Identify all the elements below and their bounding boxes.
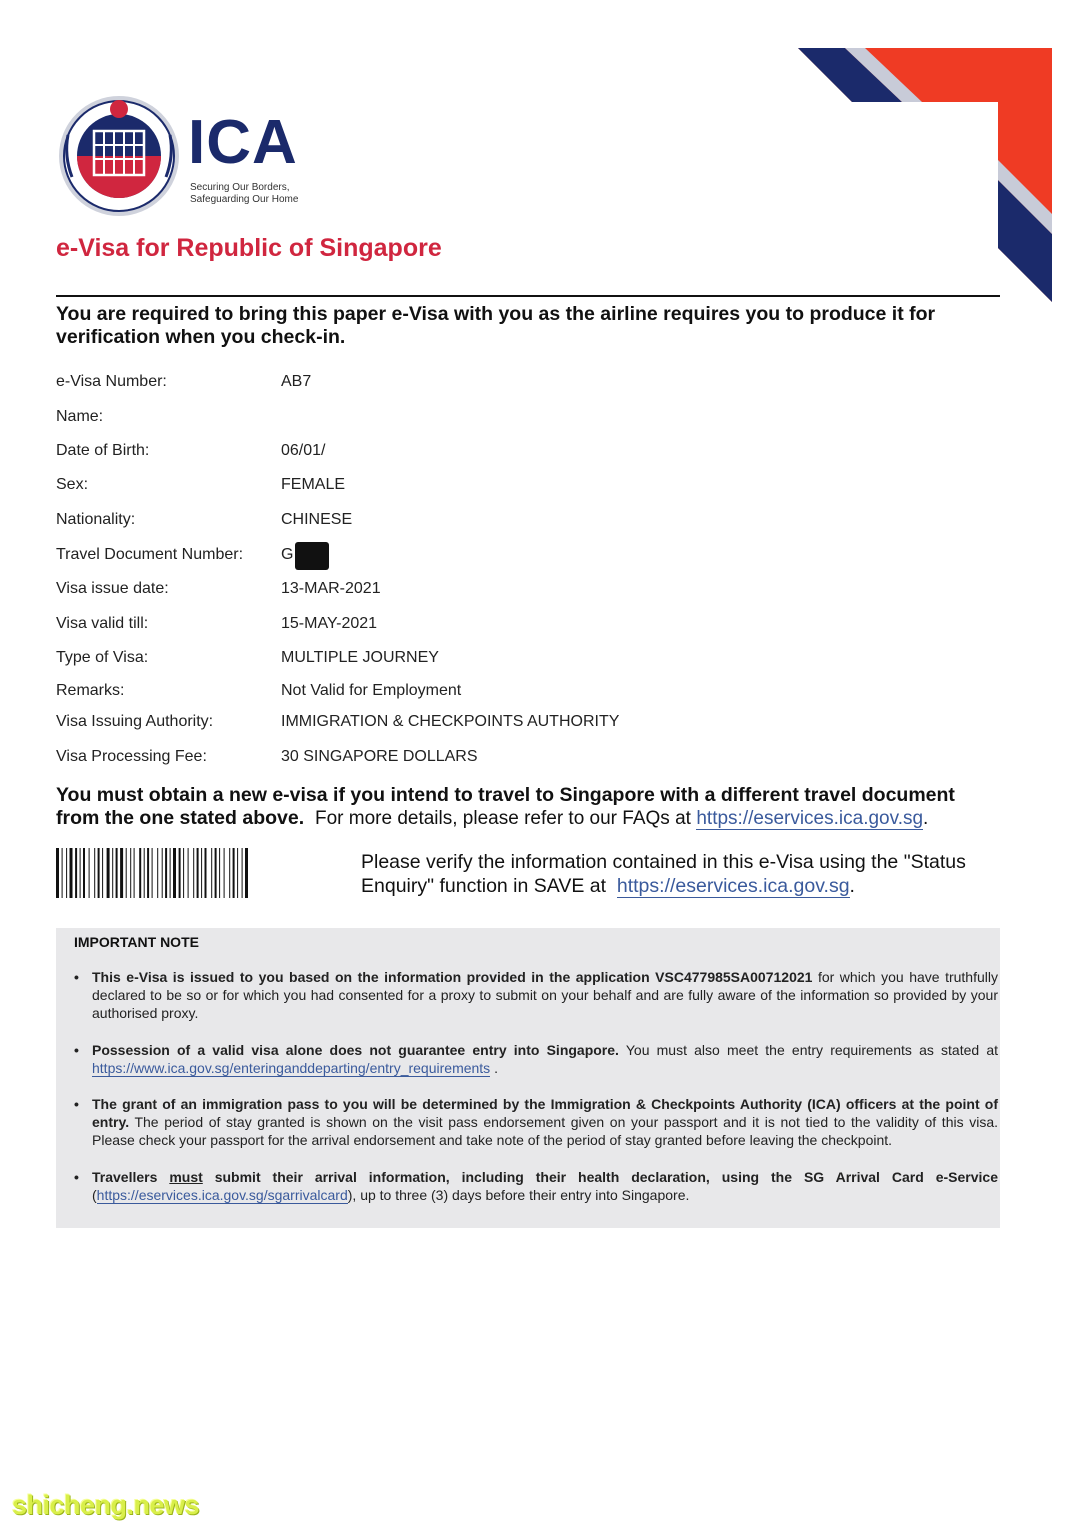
bullet-text: ), up to three (3) days before their entry into Singapore. (347, 1187, 690, 1203)
bullet-bold-text: Travellers (92, 1169, 170, 1185)
bullet-dot: • (74, 1042, 79, 1058)
site-watermark: shicheng.news (12, 1490, 200, 1520)
field-label: Sex: (56, 476, 89, 493)
important-note-title: IMPORTANT NOTE (74, 934, 199, 950)
corner-decoration (790, 40, 1060, 310)
entry-requirements-link[interactable]: https://www.ica.gov.sg/enteringanddeparting/entry_requirements (92, 1060, 491, 1076)
field-label: Type of Visa: (56, 649, 149, 666)
field-value: 15-MAY-2021 (281, 615, 378, 632)
field-label: e-Visa Number: (56, 373, 167, 390)
bullet-bold-text: The grant of an immigration pass to you will be determined by the Immigration & Checkpoints Authority (ICA) officers at the point of entry. (92, 1096, 998, 1130)
logo-wordmark: ICA (188, 108, 298, 177)
logo-tagline (190, 182, 298, 206)
field-value: FEMALE (281, 476, 346, 493)
notice-bold-text: You must obtain a new e-visa if you intend to travel to Singapore with a different travel document from the one stated above. (56, 784, 955, 829)
redaction-mark (295, 542, 329, 570)
tagline-line-1: Securing Our Borders, (190, 182, 290, 193)
bullet-pre: ( (92, 1187, 97, 1203)
divider (56, 295, 1000, 297)
note-bullet-entry-requirements (74, 1041, 998, 1077)
bullet-dot: • (74, 1169, 79, 1185)
field-label: Nationality: (56, 511, 136, 528)
field-value: MULTIPLE JOURNEY (281, 649, 439, 666)
field-value: IMMIGRATION & CHECKPOINTS AUTHORITY (281, 713, 620, 730)
bullet-bold-text-2: submit their arrival information, including their health declaration, using the SG Arrival Card e-Service (202, 1169, 998, 1185)
field-value: 30 SINGAPORE DOLLARS (281, 748, 478, 765)
verify-text: Please verify the information contained in this e-Visa using the "Status Enquiry" function in SAVE at (361, 851, 966, 897)
tagline-line-2: Safeguarding Our Home (190, 194, 299, 205)
ica-emblem-icon (58, 95, 180, 217)
field-label: Remarks: (56, 682, 125, 699)
field-value: CHINESE (281, 511, 353, 528)
bullet-dot: • (74, 1096, 79, 1112)
field-label: Visa valid till: (56, 615, 149, 632)
save-link[interactable]: https://eservices.ica.gov.sg (616, 875, 850, 897)
notice-period: . (923, 808, 929, 829)
verify-instructions (361, 850, 991, 898)
note-bullet-immigration-pass (74, 1095, 998, 1149)
bullet-bold-text: This e-Visa is issued to you based on the information provided in the application VSC477985SA00712021 (92, 969, 813, 985)
field-value: G (281, 546, 294, 563)
field-value: 13-MAR-2021 (281, 580, 381, 597)
field-label: Travel Document Number: (56, 546, 244, 563)
barcode (56, 848, 328, 898)
field-label: Visa Issuing Authority: (56, 713, 214, 730)
notice-faq-text: For more details, please refer to our FAQs at (314, 808, 691, 829)
field-label: Name: (56, 408, 104, 425)
bullet-text: The period of stay granted is shown on the visit pass endorsement given on your passport and it is not tied to the validity of this visa. Please check your passport for the arrival endorsement and take note of the period of stay granted before leaving the checkpoint. (92, 1114, 998, 1148)
field-value: 06/01/ (281, 442, 326, 459)
bullet-bold-text: Possession of a valid visa alone does not guarantee entry into Singapore. (92, 1042, 619, 1058)
bullet-text: for which you have truthfully declared to be so or for which you had consented for a proxy to submit on your behalf and are fully aware of the information so provided by your authorised proxy. (92, 969, 998, 1021)
new-evisa-notice (56, 784, 1000, 830)
bullet-dot: • (74, 969, 79, 985)
field-label: Visa Processing Fee: (56, 748, 207, 765)
note-bullet-arrival-card (74, 1168, 998, 1204)
bullet-end: . (490, 1060, 498, 1076)
checkin-warning: You are required to bring this paper e-Visa with you as the airline requires you to produce it for verification when you check-in. (56, 303, 936, 348)
bullet-text: You must also meet the entry requirements as stated at (618, 1042, 998, 1058)
field-label: Visa issue date: (56, 580, 169, 597)
faq-link[interactable]: https://eservices.ica.gov.sg (696, 808, 924, 829)
note-bullet-application (74, 968, 998, 1022)
bullet-must: must (169, 1169, 203, 1185)
field-value: Not Valid for Employment (281, 682, 462, 699)
arrival-card-link[interactable]: https://eservices.ica.gov.sg/sgarrivalcard (96, 1187, 348, 1203)
verify-period: . (849, 875, 855, 897)
document-title: e-Visa for Republic of Singapore (56, 234, 442, 262)
field-label: Date of Birth: (56, 442, 150, 459)
field-value: AB7 (281, 373, 312, 390)
